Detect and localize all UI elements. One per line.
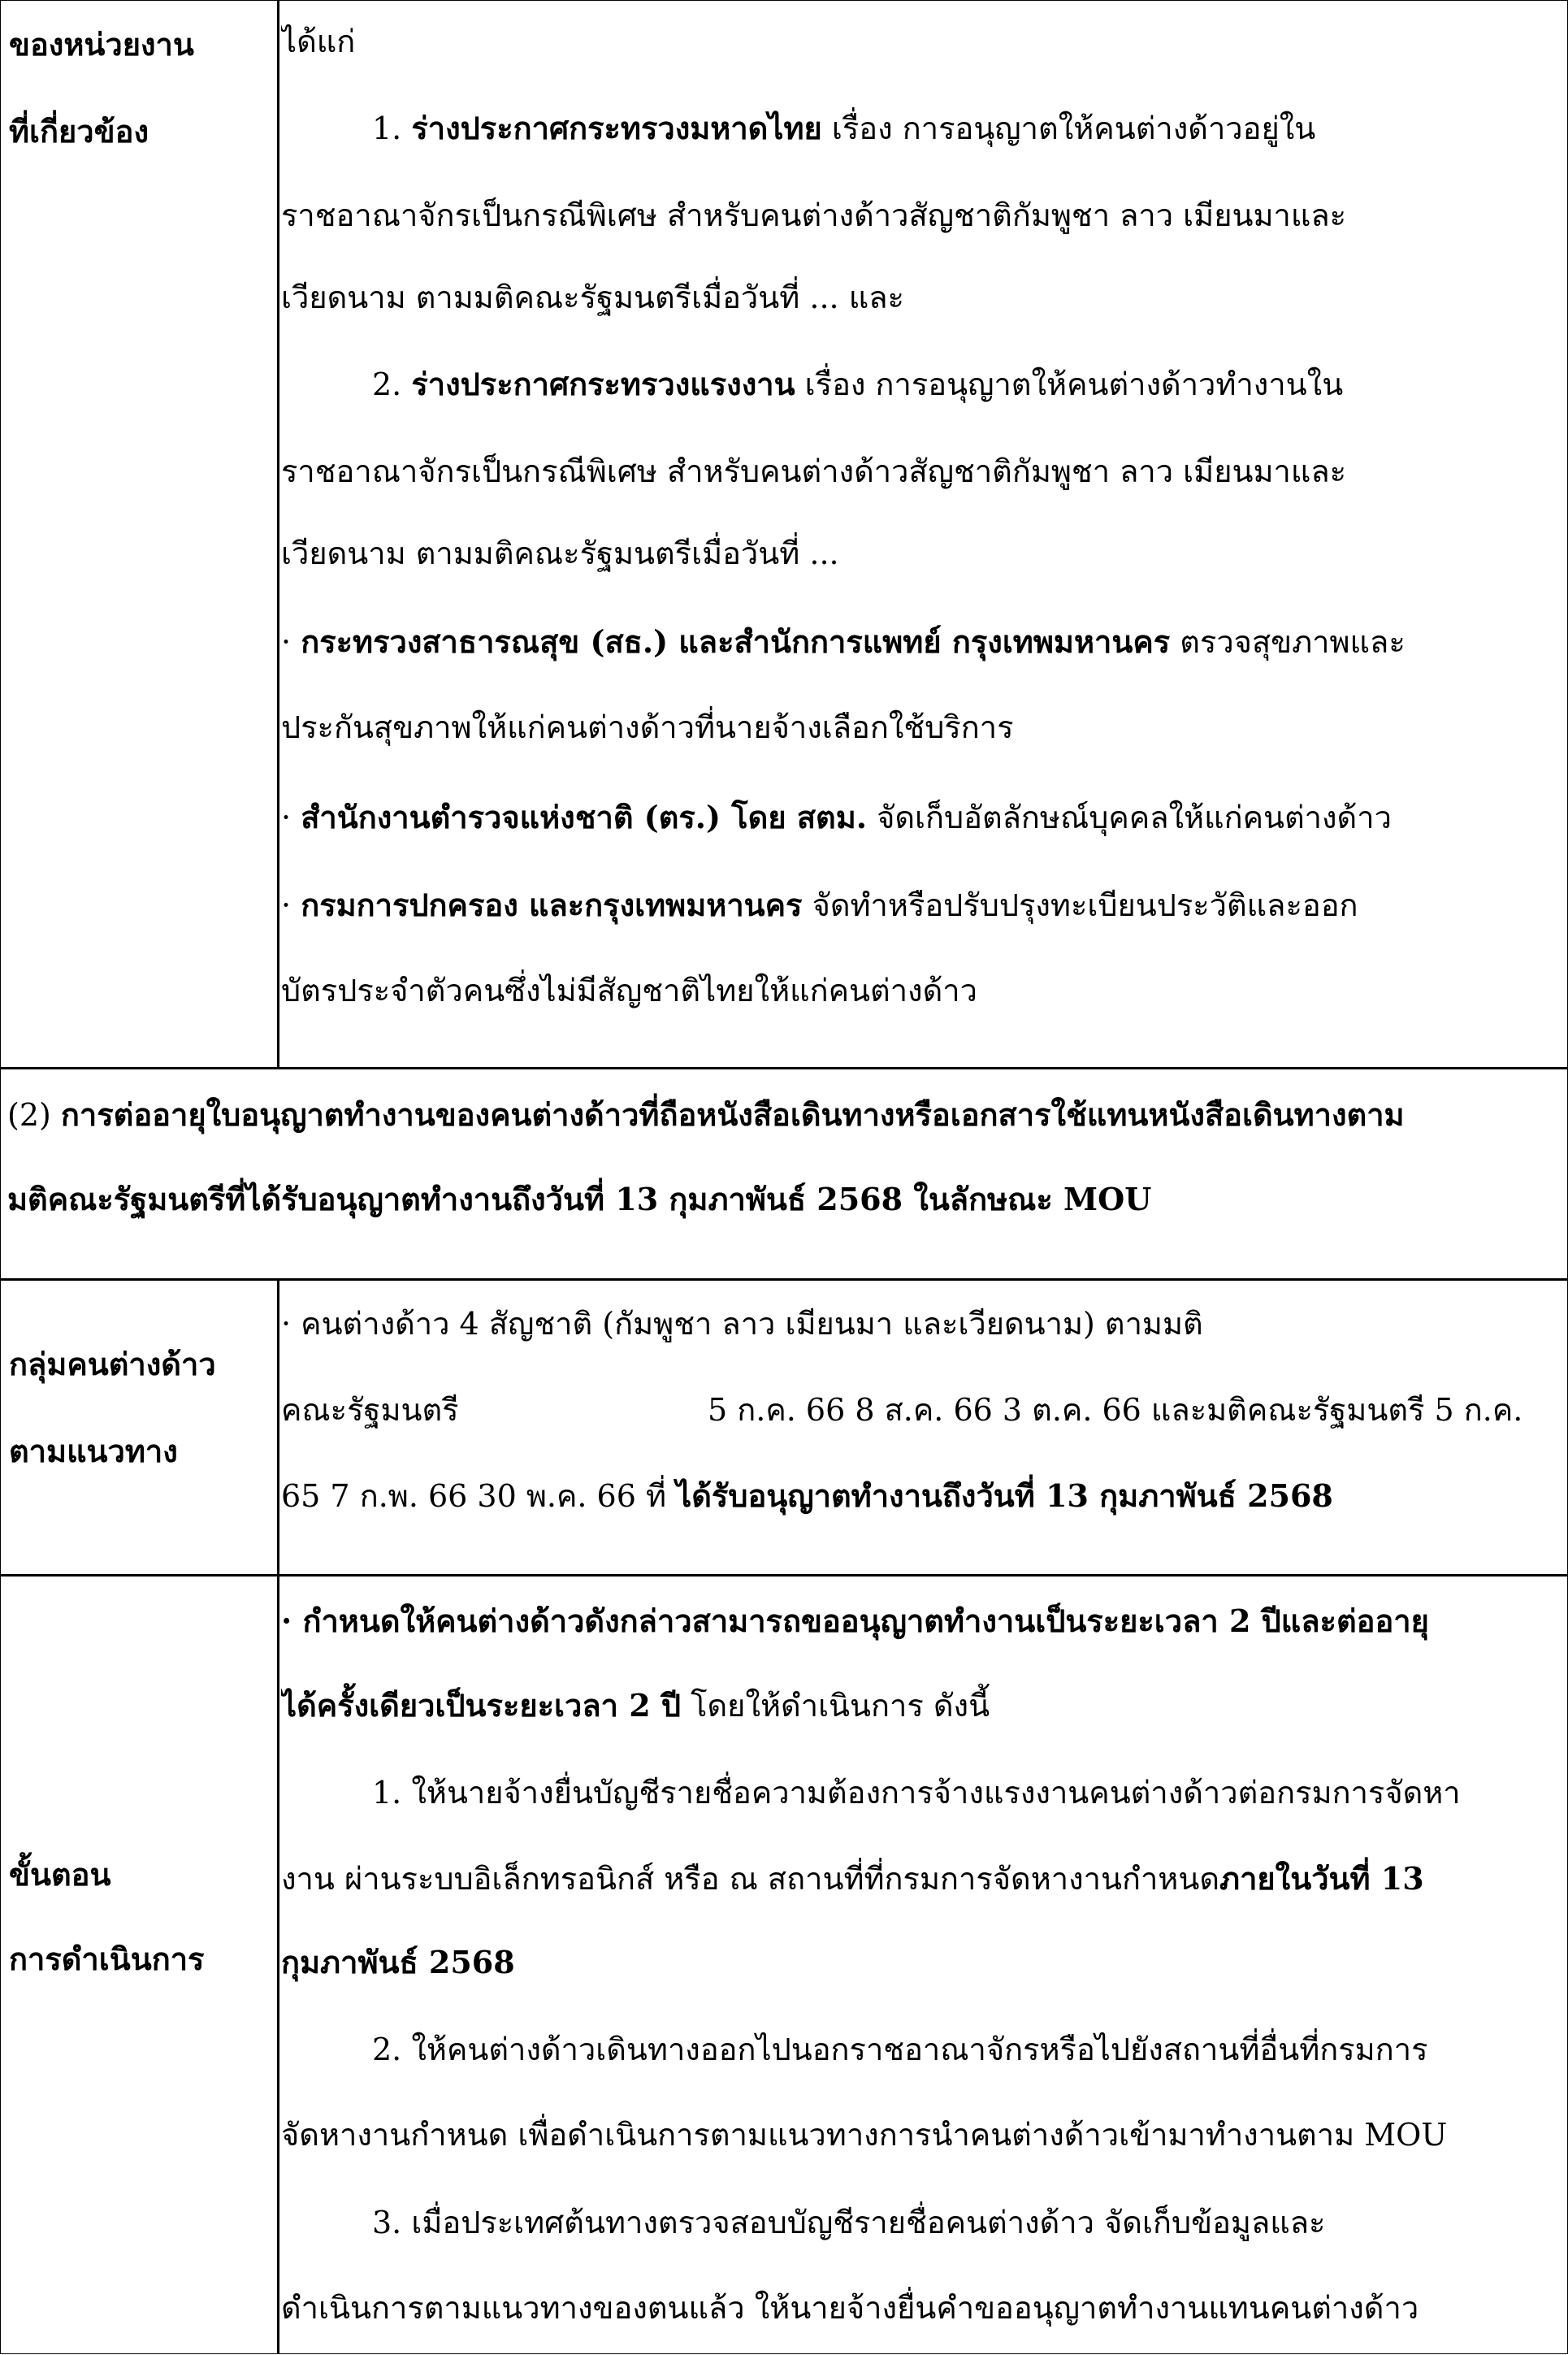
step-1-line-2-bold: ภายในวันที่ 13 [1219,1860,1424,1897]
step-1-line-3: กุมภาพันธ์ 2568 [281,1944,515,1980]
step-1-line-2 [281,1856,1424,1902]
steps-content-cell [281,1574,1563,2355]
bullet-1-mark: · [281,624,292,660]
agencies-bullet-2 [281,795,1392,840]
agencies-item-2 [281,362,1343,407]
agencies-bullet-1-line-2: ประกันสุขภาพให้แก่คนต่างด้าวที่นายจ้างเลือกใช้บริการ [281,709,1014,745]
item-1-title: ร่างประกาศกระทรวงมหาดไทย [411,110,822,146]
step-1-line-2-text: งาน ผ่านระบบอิเล็กทรอนิกส์ หรือ ณ สถานที่ที่กรมการจัดหางานกำหนด [281,1861,1220,1897]
step-1-line-1: 1. ให้นายจ้างยื่นบัญชีรายชื่อความต้องการจ้างแรงงานคนต่างด้าวต่อกรมการจัดหา [372,1775,1461,1811]
agencies-content-cell [281,1,1563,1067]
agencies-item-2-line-3: เวียดนาม ตามมติคณะรัฐมนตรีเมื่อวันที่ ... [281,536,839,571]
group-label-cell [9,1278,271,1574]
agencies-item-1-line-3: เวียดนาม ตามมติคณะรัฐมนตรีเมื่อวันที่ ... และ [281,280,904,315]
group-label-line-2: ตามแนวทาง [9,1433,178,1469]
agencies-label-line-2: ที่เกี่ยวข้อง [9,113,149,150]
steps-intro-line-1: · กำหนดให้คนต่างด้าวดังกล่าวสามารถขออนุญาตทำงานเป็นระยะเวลา 2 ปีและต่ออายุ [281,1603,1429,1639]
column-divider-1 [277,1,279,1067]
bullet-1-title: กระทรวงสาธารณสุข (สธ.) และสำนักการแพทย์ กรุงเทพมหานคร [301,623,1171,660]
agencies-item-2-line-2: ราชอาณาจักรเป็นกรณีพิเศษ สำหรับคนต่างด้าวสัญชาติกัมพูชา ลาว เมียนมาและ [281,453,1347,489]
group-line-2a: คณะรัฐมนตรี [281,1392,459,1428]
agencies-bullet-3-line-2: บัตรประจำตัวคนซึ่งไม่มีสัญชาติไทยให้แก่คนต่างด้าว [281,973,977,1008]
bullet-2-title: สำนักงานตำรวจแห่งชาติ (ตร.) โดย สตม. [301,799,867,835]
step-3-line-1: 3. เมื่อประเทศต้นทางตรวจสอบบัญชีรายชื่อคนต่างด้าว จัดเก็บข้อมูลและ [372,2205,1326,2240]
item-1-number: 1. [372,111,402,146]
step-3-line-2: ดำเนินการตามแนวทางของตนแล้ว ให้นายจ้างยื่นคำขออนุญาตทำงานแทนคนต่างด้าว [281,2290,1419,2326]
section-2-heading-line-2: มติคณะรัฐมนตรีที่ได้รับอนุญาตทำงานถึงวันที่ 13 กุมภาพันธ์ 2568 ในลักษณะ MOU [7,1181,1152,1217]
agencies-item-1-line-2: ราชอาณาจักรเป็นกรณีพิเศษ สำหรับคนต่างด้าวสัญชาติกัมพูชา ลาว เมียนมาและ [281,197,1347,233]
group-line-3-bold: ได้รับอนุญาตทำงานถึงวันที่ 13 กุมภาพันธ์ 2568 [676,1477,1333,1514]
agencies-intro: ได้แก่ [281,24,356,59]
agencies-label-cell [9,1,271,1067]
item-1-text: เรื่อง การอนุญาตให้คนต่างด้าวอยู่ใน [831,111,1316,146]
bullet-1-text: ตรวจสุขภาพและ [1180,624,1406,660]
section-2-number: (2) [7,1097,51,1133]
agencies-item-1 [281,106,1315,151]
steps-label-cell [9,1574,271,2355]
bullet-2-text: จัดเก็บอัตลักษณ์บุคคลให้แก่คนต่างด้าว [877,800,1392,835]
item-2-text: เรื่อง การอนุญาตให้คนต่างด้าวทำงานใน [804,366,1344,402]
group-line-2b: 5 ก.ค. 66 8 ส.ค. 66 3 ต.ค. 66 และมติคณะรัฐมนตรี 5 ก.ค. [708,1392,1523,1428]
steps-label-line-1: ขั้นตอน [9,1856,111,1893]
group-line-3-text: 65 7 ก.พ. 66 30 พ.ค. 66 ที่ [281,1478,667,1514]
steps-label-line-2: การดำเนินการ [9,1941,205,1977]
bullet-2-mark: · [281,800,292,835]
section-2-heading-line-1 [7,1092,1405,1138]
bullet-3-mark: · [281,887,292,923]
agencies-bullet-1 [281,619,1406,665]
group-label-line-1: กลุ่มคนต่างด้าว [9,1346,216,1382]
item-2-title: ร่างประกาศกระทรวงแรงงาน [411,366,795,402]
steps-intro-line-2-bold: ได้ครั้งเดียวเป็นระยะเวลา 2 ปี [281,1687,681,1724]
steps-intro-line-2 [281,1683,990,1728]
bullet-3-text: จัดทำหรือปรับปรุงทะเบียนประวัติและออก [812,887,1358,923]
steps-intro-line-2-text: โดยให้ดำเนินการ ดังนี้ [691,1688,990,1724]
column-divider-2 [277,1278,279,2354]
group-line-3 [281,1473,1333,1519]
item-2-number: 2. [372,366,402,402]
group-content-cell [281,1278,1563,1574]
section-2-heading-cell [7,1067,1561,1278]
step-2-line-1: 2. ให้คนต่างด้าวเดินทางออกไปนอกราชอาณาจักรหรือไปยังสถานที่อื่นที่กรมการ [372,2032,1428,2067]
agencies-bullet-3 [281,883,1358,928]
bullet-3-title: กรมการปกครอง และกรุงเทพมหานคร [301,887,803,923]
section-2-title: การต่ออายุใบอนุญาตทำงานของคนต่างด้าวที่ถือหนังสือเดินทางหรือเอกสารใช้แทนหนังสือเดินทางตาม [60,1096,1405,1133]
agencies-label-line-1: ของหน่วยงาน [9,26,194,63]
group-line-1: · คนต่างด้าว 4 สัญชาติ (กัมพูชา ลาว เมียนมา และเวียดนาม) ตามมติ [281,1306,1203,1342]
step-2-line-2: จัดหางานกำหนด เพื่อดำเนินการตามแนวทางการนำคนต่างด้าวเข้ามาทำงานตาม MOU [281,2117,1448,2153]
